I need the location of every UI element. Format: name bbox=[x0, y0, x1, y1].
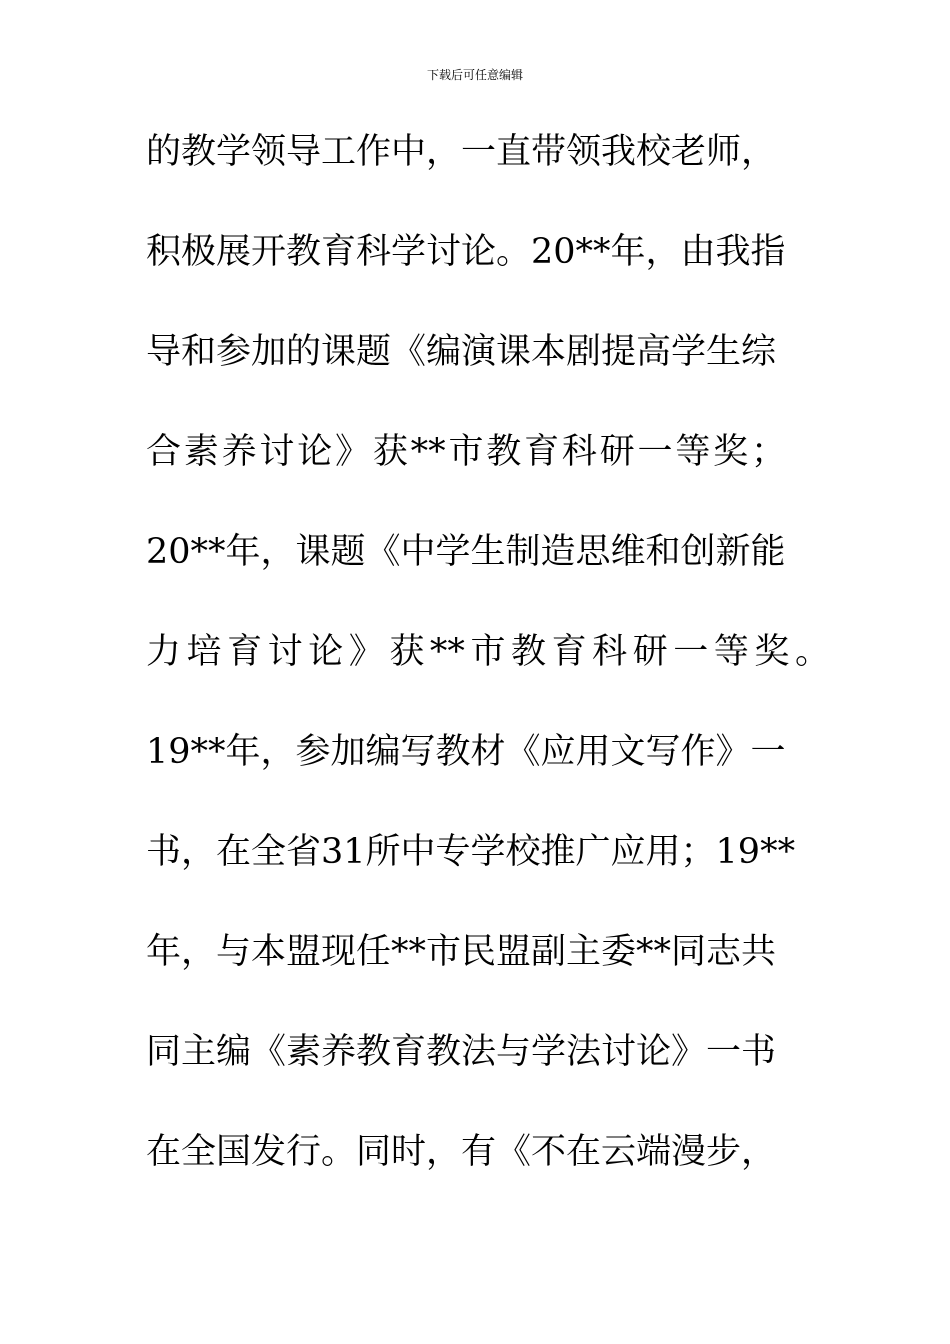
text-line-11: 在全国发行。同时，有《不在云端漫步， bbox=[146, 1132, 777, 1172]
text-line-8: 书，在全省31所中专学校推广应用；19** bbox=[146, 832, 796, 872]
text-line-2: 积极展开教育科学讨论。20**年，由我指 bbox=[146, 232, 786, 272]
text-line-6: 力培育讨论》获**市教育科研一等奖。 bbox=[146, 632, 830, 672]
page-header: 下载后可任意编辑 bbox=[426, 68, 523, 82]
text-line-3: 导和参加的课题《编演课本剧提高学生综 bbox=[146, 332, 777, 372]
text-line-5: 20**年，课题《中学生制造思维和创新能 bbox=[146, 532, 786, 572]
text-line-7: 19**年，参加编写教材《应用文写作》一 bbox=[146, 732, 786, 772]
text-line-9: 年，与本盟现任**市民盟副主委**同志共 bbox=[146, 932, 777, 972]
text-line-1: 的教学领导工作中，一直带领我校老师， bbox=[146, 132, 777, 172]
text-line-10: 同主编《素养教育教法与学法讨论》一书 bbox=[146, 1032, 777, 1072]
text-line-4: 合素养讨论》获**市教育科研一等奖； bbox=[146, 432, 786, 472]
